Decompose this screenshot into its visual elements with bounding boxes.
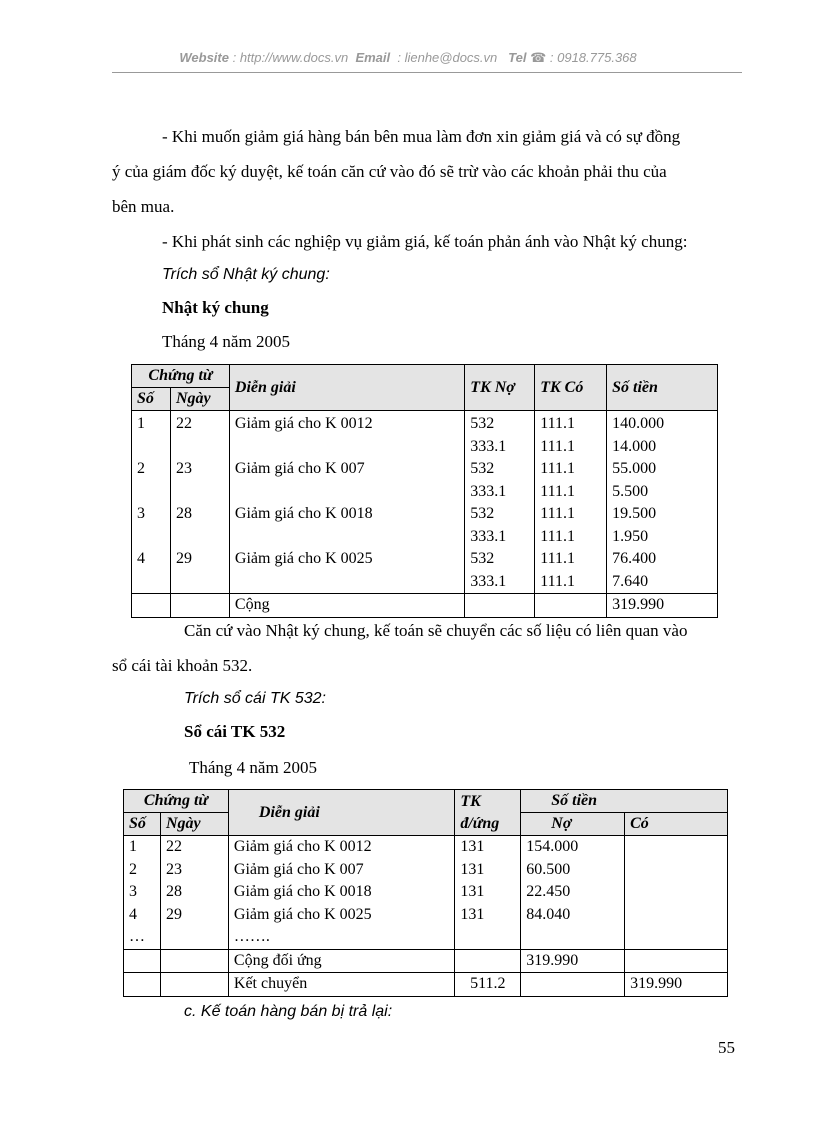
- email-value[interactable]: lienhe@docs.vn: [404, 50, 498, 65]
- cell-so: 1: [129, 838, 137, 855]
- cell-ngay: 29: [175, 550, 192, 567]
- cell-dien-giai: Giảm giá cho K 007: [234, 460, 365, 477]
- cell-so-tien: 5.500: [612, 482, 649, 500]
- cell-ngay: 28: [175, 505, 192, 522]
- paragraph-line: bên mua.: [112, 197, 175, 216]
- email-label: Email: [355, 50, 391, 65]
- page-header: Website : http://www.docs.vn Email : lienhe@docs.vn Tel ☎ : 0918.775.368: [179, 50, 637, 65]
- cell-no: 60.500: [526, 860, 571, 878]
- cell-so: …: [129, 928, 145, 945]
- so-cai-table: [123, 789, 728, 997]
- cell-dien-giai: Giảm giá cho K 007: [233, 860, 364, 878]
- header-divider: [112, 72, 742, 73]
- cell-so-tien: 7.640: [612, 572, 649, 590]
- cell-so-tien: 55.000: [612, 460, 657, 477]
- paragraph-line: ý của giám đốc ký duyệt, kế toán căn cứ vào đó sẽ trừ vào các khoản phải thu của: [112, 162, 667, 181]
- page-number: 55: [718, 1038, 735, 1057]
- ket-chuyen-co: 319.990: [625, 973, 728, 997]
- header-chung-tu: Chứng từ: [124, 790, 229, 813]
- header-so: Số: [124, 813, 161, 836]
- header-co: Có: [625, 813, 728, 836]
- header-dien-giai: Diễn giải: [229, 365, 464, 411]
- cell-tk-co: 111.1: [540, 460, 576, 477]
- cell-tk-co: 111.1: [540, 482, 576, 500]
- header-tk-line1: TK: [460, 792, 481, 810]
- cell-so-tien: 19.500: [612, 505, 657, 522]
- header-chung-tu: Chứng từ: [132, 365, 230, 388]
- cell-tk-no: 532: [470, 460, 495, 477]
- cell-tk-co: 111.1: [540, 572, 576, 590]
- cell-tk-co: 111.1: [540, 550, 576, 567]
- cell-so: 2: [129, 860, 137, 878]
- cell-ngay: 23: [165, 860, 182, 878]
- doi-ung-row: [124, 949, 728, 973]
- cell-tk-no: 532: [470, 415, 495, 432]
- section-c-heading: c. Kế toán hàng bán bị trả lại:: [184, 1003, 393, 1020]
- cell-so-tien: 76.400: [612, 550, 657, 567]
- paragraph-line: - Khi phát sinh các nghiệp vụ giảm giá, kế toán phản ánh vào Nhật ký chung:: [162, 232, 688, 251]
- cell-no: 154.000: [526, 838, 579, 855]
- cell-tk-co: 111.1: [540, 415, 576, 432]
- total-row: [132, 594, 718, 618]
- doi-ung-label: Cộng đối ứng: [228, 949, 454, 973]
- sc-extract-label: Trích sổ cái TK 532:: [184, 690, 326, 707]
- header-dien-giai: Diễn giải: [228, 790, 454, 836]
- cell-dien-giai: Giảm giá cho K 0012: [233, 838, 372, 855]
- cell-tk-co: 111.1: [540, 527, 576, 545]
- cell-no: 22.450: [526, 883, 571, 900]
- cell-tk: 131: [460, 905, 485, 923]
- paragraph-line: - Khi muốn giảm giá hàng bán bên mua làm đơn xin giảm giá và có sự đồng: [162, 127, 681, 146]
- header-ngay: Ngày: [170, 388, 229, 411]
- ket-chuyen-tk: 511.2: [455, 973, 521, 997]
- paragraph-line: Căn cứ vào Nhật ký chung, kế toán sẽ chuyển các số liệu có liên quan vào: [184, 621, 688, 640]
- header-tk-doi-ung: [455, 790, 521, 836]
- cell-so-tien: 1.950: [612, 527, 649, 545]
- cell-dien-giai: …….: [233, 928, 270, 945]
- cell-ngay: 28: [165, 883, 182, 900]
- cell-dien-giai: Giảm giá cho K 0025: [234, 550, 373, 567]
- paragraph-line: sổ cái tài khoản 532.: [112, 656, 253, 675]
- cell-so: 2: [137, 460, 145, 477]
- cell-tk-co: 111.1: [540, 505, 576, 522]
- cell-tk: 131: [460, 860, 485, 878]
- cell-ngay: 22: [175, 415, 192, 432]
- header-so-tien: Số tiền: [521, 790, 728, 813]
- cell-tk: 131: [460, 838, 485, 855]
- sc-month: Tháng 4 năm 2005: [189, 758, 317, 777]
- website-url[interactable]: http://www.docs.vn: [239, 50, 349, 65]
- ket-chuyen-row: [124, 973, 728, 997]
- table-row: [124, 836, 728, 950]
- header-tk-no: TK Nợ: [465, 365, 535, 411]
- cell-so-tien: 14.000: [612, 437, 657, 455]
- cell-dien-giai: Giảm giá cho K 0012: [234, 415, 373, 432]
- header-tk-line2: đ/ứng: [460, 814, 500, 832]
- total-label: Cộng: [229, 594, 464, 618]
- nkc-month: Tháng 4 năm 2005: [162, 332, 290, 351]
- header-ngay: Ngày: [160, 813, 228, 836]
- website-label: Website: [179, 50, 229, 65]
- cell-so: 1: [137, 415, 145, 432]
- cell-tk-no: 333.1: [470, 572, 507, 590]
- cell-dien-giai: Giảm giá cho K 0018: [233, 883, 372, 900]
- cell-tk-no: 333.1: [470, 527, 507, 545]
- nkc-title: Nhật ký chung: [162, 298, 269, 317]
- cell-no: 84.040: [526, 905, 571, 923]
- cell-tk-no: 532: [470, 505, 495, 522]
- total-value: 319.990: [607, 594, 718, 618]
- tel-value: 0918.775.368: [557, 50, 637, 65]
- cell-so: 3: [137, 505, 145, 522]
- nhat-ky-chung-table: [131, 364, 718, 618]
- cell-tk-no: 333.1: [470, 437, 507, 455]
- cell-ngay: 23: [175, 460, 192, 477]
- header-so-tien: Số tiền: [607, 365, 718, 411]
- header-tk-co: TK Có: [535, 365, 607, 411]
- ket-chuyen-label: Kết chuyển: [228, 973, 454, 997]
- cell-so-tien: 140.000: [612, 415, 665, 432]
- cell-tk-co: 111.1: [540, 437, 576, 455]
- cell-so: 4: [137, 550, 145, 567]
- cell-tk: 131: [460, 883, 485, 900]
- header-so: Số: [132, 388, 171, 411]
- sc-title: Sổ cái TK 532: [184, 722, 286, 741]
- phone-icon: ☎: [530, 50, 547, 65]
- cell-tk-no: 333.1: [470, 482, 507, 500]
- cell-ngay: 29: [165, 905, 182, 923]
- cell-ngay: 22: [165, 838, 182, 855]
- cell-tk-no: 532: [470, 550, 495, 567]
- table-row: [132, 411, 718, 594]
- cell-so: 4: [129, 905, 137, 923]
- tel-label: Tel: [508, 50, 527, 65]
- cell-so: 3: [129, 883, 137, 900]
- cell-dien-giai: Giảm giá cho K 0025: [233, 905, 372, 923]
- doi-ung-value: 319.990: [521, 949, 625, 973]
- header-no: Nợ: [521, 813, 625, 836]
- nkc-extract-label: Trích sổ Nhật ký chung:: [162, 266, 330, 283]
- cell-dien-giai: Giảm giá cho K 0018: [234, 505, 373, 522]
